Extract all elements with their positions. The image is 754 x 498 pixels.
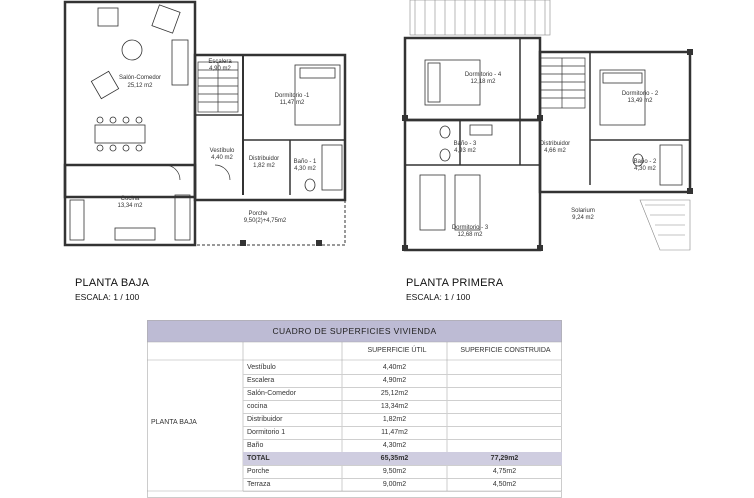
row-useful-area: 1,82m2 — [382, 416, 407, 423]
row-built-area: 77,29m2 — [490, 455, 519, 462]
row-name: Vestíbulo — [247, 364, 276, 371]
room-name: Solarium — [571, 208, 595, 214]
row-useful-area: 9,50m2 — [382, 468, 407, 475]
room-area: 13,49 m2 — [627, 98, 653, 104]
room-name: Porche — [248, 211, 268, 217]
col-header-built: SUPERFICIE CONSTRUIDA — [460, 347, 551, 354]
row-built-area — [447, 426, 562, 439]
room-area: 11,47 m2 — [279, 100, 305, 106]
room-name: Dormitorio - 3 — [451, 225, 489, 231]
row-built-area — [447, 439, 562, 452]
row-built-area: 4,50m2 — [492, 481, 517, 488]
row-name: Salón-Comedor — [247, 390, 297, 397]
row-useful-area: 25,12m2 — [380, 390, 409, 397]
room-area: 4,30 m2 — [634, 166, 656, 172]
room-name: Salón-Comedor — [118, 75, 162, 81]
surface-table — [147, 320, 562, 498]
row-name: Porche — [247, 468, 270, 475]
room-area: 12,18 m2 — [470, 79, 496, 85]
room-area: 9,50(2)+4,75m2 — [243, 218, 287, 224]
row-built-area — [447, 413, 562, 426]
row-name: Terraza — [247, 481, 271, 488]
plan-scale-first: ESCALA: 1 / 100 — [406, 292, 471, 302]
room-name: Escalera — [208, 59, 232, 65]
table-title: CUADRO DE SUPERFICIES VIVIENDA — [147, 320, 562, 342]
room-area: 4,93 m2 — [454, 148, 476, 154]
room-name: Baño - 3 — [453, 141, 477, 147]
row-name: Dormitorio 1 — [247, 429, 286, 436]
room-area: 4,40 m2 — [211, 155, 233, 161]
plan-title-first: PLANTA PRIMERA — [406, 277, 504, 289]
row-built-area: 4,75m2 — [492, 468, 517, 475]
room-name: Baño - 1 — [293, 159, 317, 165]
row-name: Baño — [247, 442, 264, 449]
room-name: Distribuidor — [248, 156, 280, 162]
row-useful-area: 4,90m2 — [382, 377, 407, 384]
row-built-area — [447, 387, 562, 400]
room-area: 9,24 m2 — [572, 215, 594, 221]
row-useful-area: 65,35m2 — [380, 455, 409, 462]
stairs-first — [540, 58, 585, 108]
table-group-label: PLANTA BAJA — [151, 419, 197, 426]
room-area: 13,34 m2 — [117, 203, 143, 209]
room-area: 25,12 m2 — [127, 83, 153, 89]
row-name: cocina — [247, 403, 268, 410]
row-useful-area: 11,47m2 — [381, 429, 408, 436]
room-name: Dormitorio -1 — [274, 93, 310, 99]
salon-walls — [65, 2, 195, 197]
room-name: Distribuidor — [539, 141, 571, 147]
room-area: 12,68 m2 — [457, 232, 483, 238]
plan-scale-ground: ESCALA: 1 / 100 — [75, 292, 140, 302]
row-name: Distribuidor — [247, 416, 283, 423]
row-name: Escalera — [247, 377, 275, 384]
row-useful-area: 4,30m2 — [382, 442, 407, 449]
col-header-useful: SUPERFICIE ÚTIL — [367, 347, 427, 354]
row-useful-area: 9,00m2 — [382, 481, 407, 488]
first-room-labels — [452, 72, 659, 238]
room-name: Baño - 2 — [633, 159, 657, 165]
room-name: Dormitorio - 2 — [621, 91, 659, 97]
room-area: 4,66 m2 — [544, 148, 566, 154]
row-built-area — [447, 374, 562, 387]
row-useful-area: 4,40m2 — [382, 364, 407, 371]
bedroom-block-walls — [195, 55, 345, 200]
plan-title-ground: PLANTA BAJA — [75, 277, 150, 289]
row-built-area — [447, 361, 562, 374]
room-name: Dormitorio - 4 — [464, 72, 502, 78]
room-area: 4,30 m2 — [294, 166, 316, 172]
room-name: Vestíbulo — [209, 148, 235, 154]
room-area: 1,82 m2 — [253, 163, 275, 169]
plan-first-floor — [402, 0, 693, 251]
plan-ground-floor — [65, 2, 345, 246]
row-built-area — [447, 400, 562, 413]
row-useful-area: 13,34m2 — [380, 403, 409, 410]
room-name: Cocina — [120, 196, 140, 202]
row-name: TOTAL — [247, 455, 270, 462]
room-area: 4,90 m2 — [209, 66, 231, 72]
bathroom-fixtures-first — [440, 125, 682, 185]
